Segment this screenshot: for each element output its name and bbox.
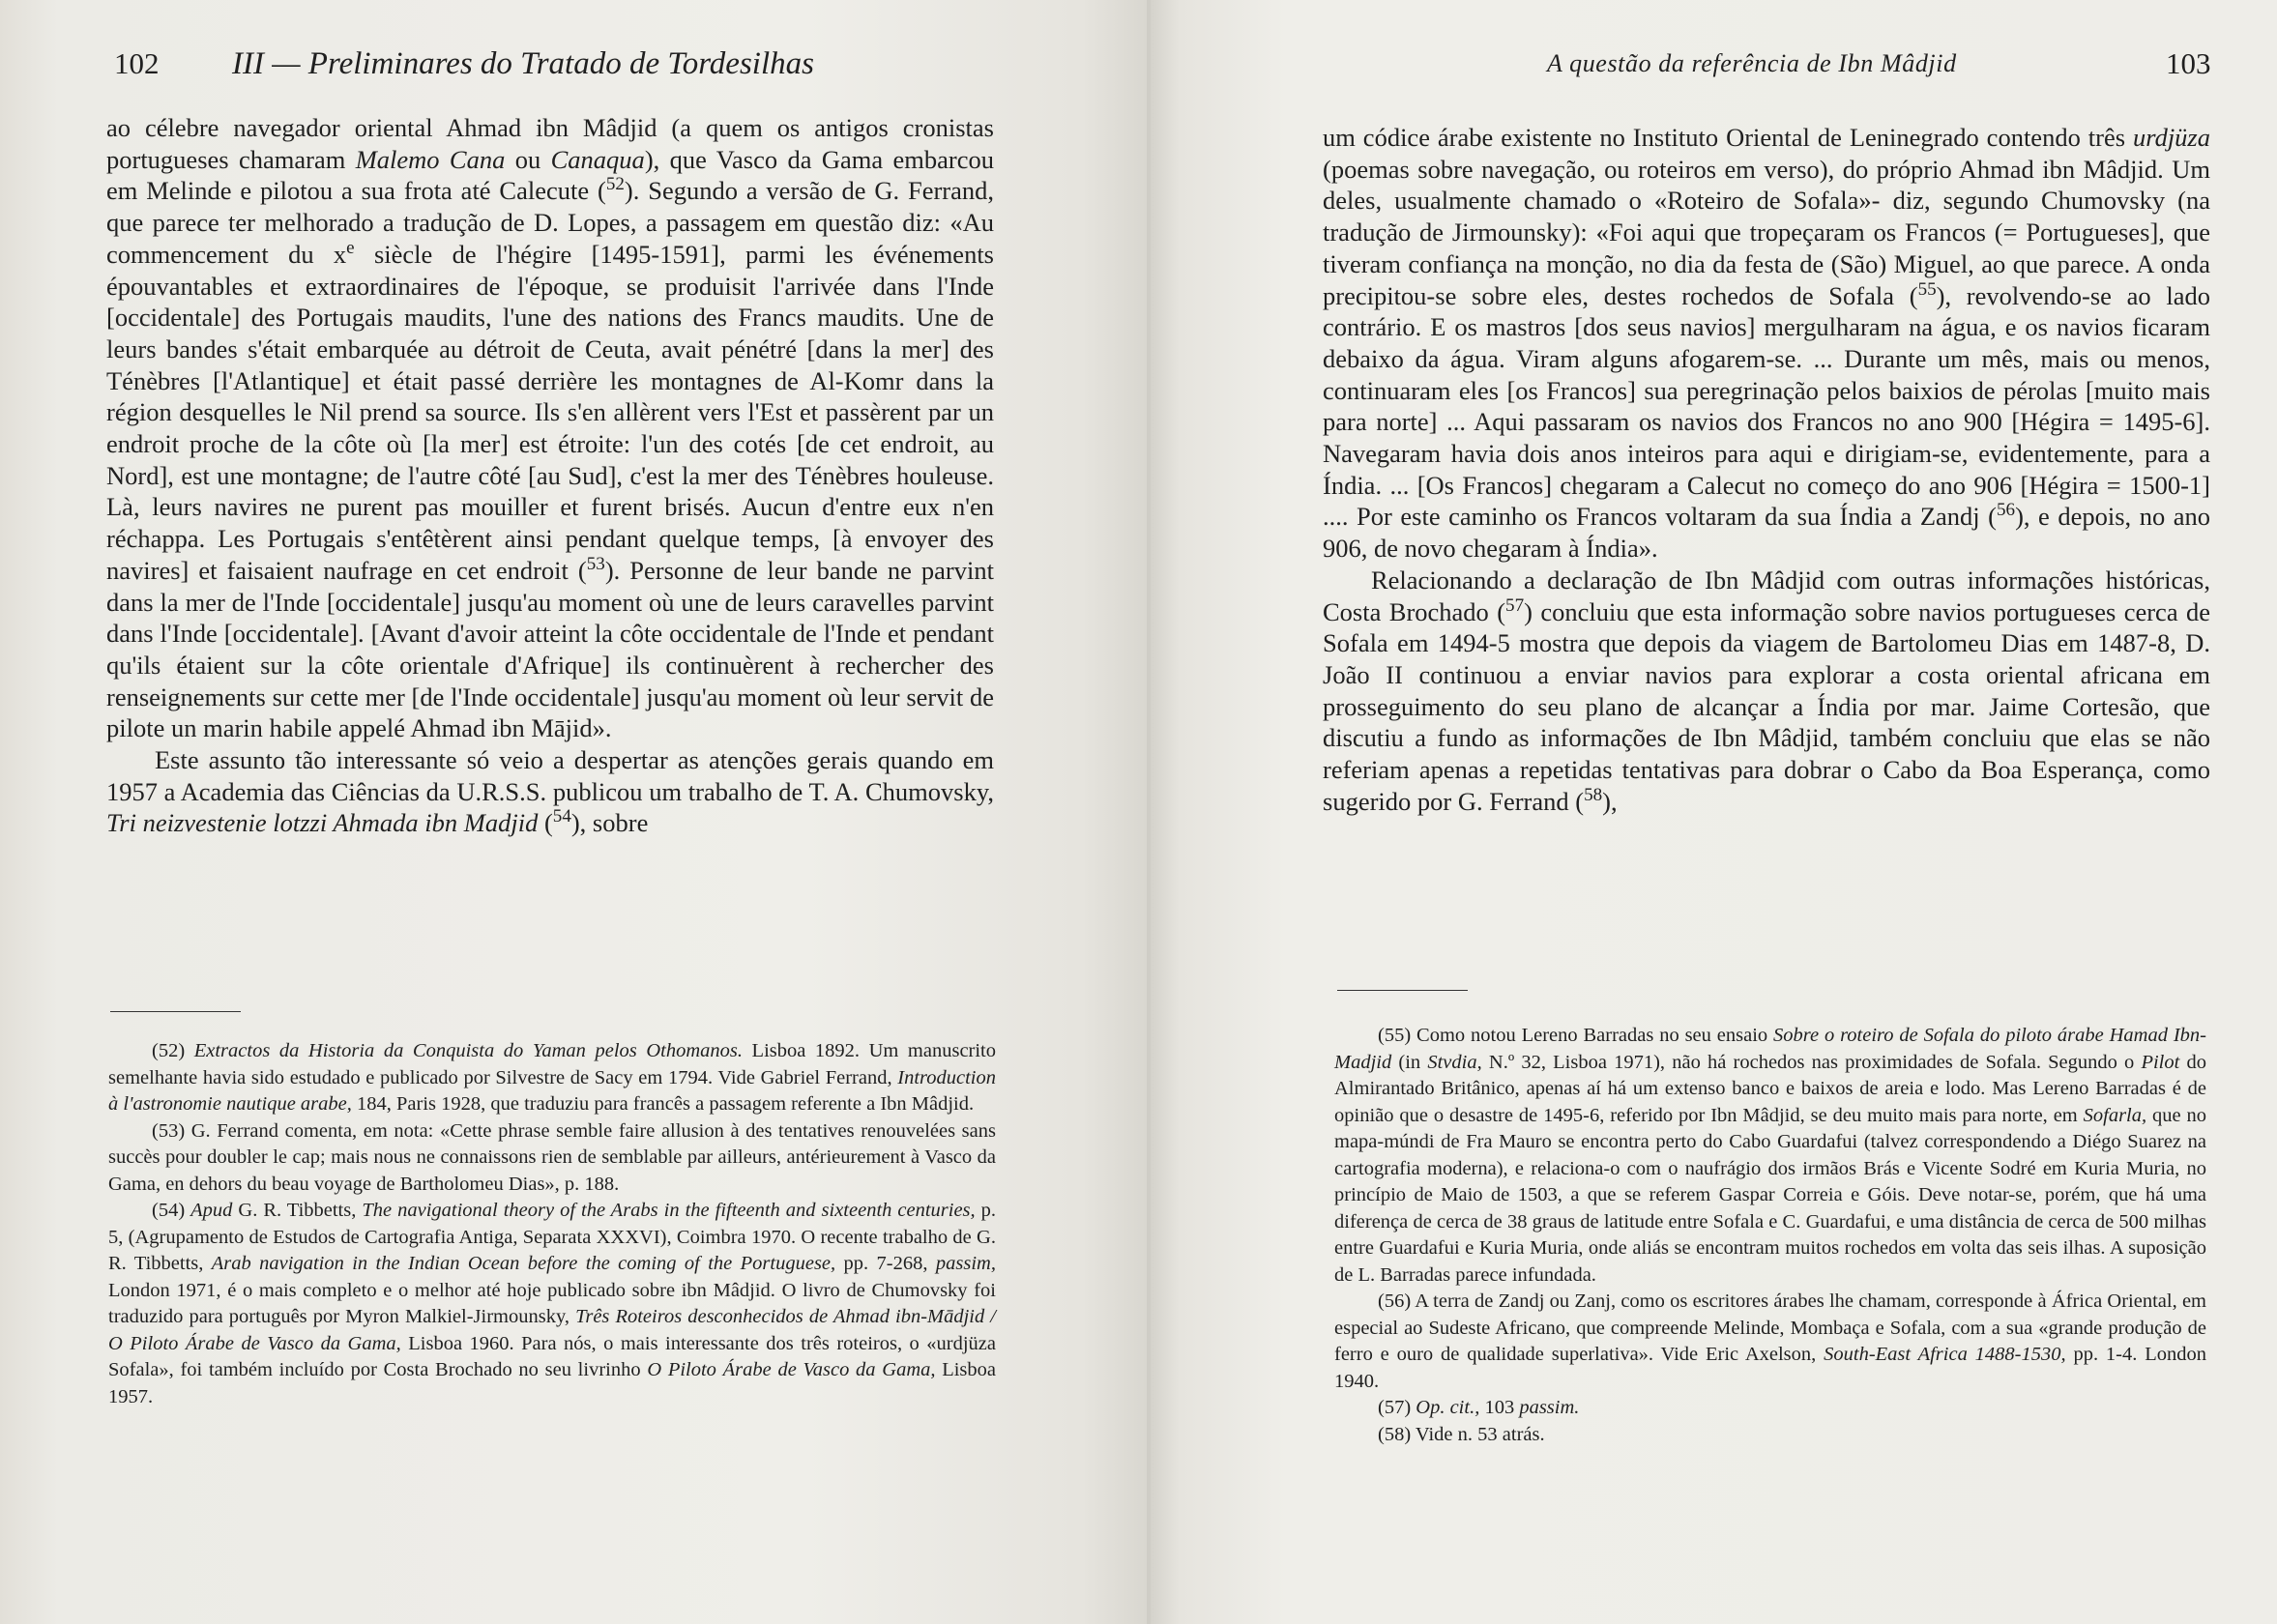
- paragraph: [106, 744, 994, 839]
- footnote-reference: 55: [1917, 278, 1937, 300]
- text-run: Como notou Lereno Barradas no seu ensaio: [1411, 1025, 1774, 1046]
- text-run: ) concluiu que esta informação sobre navios portugueses cerca de Sofala em 1494-5 mostra que depois da viagem de Bartolomeu Dias em 1487-8, D. João II continuou a enviar navios para explorar a costa oriental africana em prosseguimento do seu plano de alcançar a Índia por mar. Jaime Cortesão, que discutiu a fundo as informações de Ibn Mâdjid, também concluiu que elas se não referiam apenas a repetidas tentativas para dobrar o Cabo da Boa Esperança, como sugerido por G. Ferrand (: [1323, 596, 2210, 816]
- italic-text: Tri neizvestenie lotzzi Ahmada ibn Madjid: [106, 808, 539, 838]
- italic-text: urdjüza: [2132, 123, 2210, 152]
- page-number: 102: [114, 46, 160, 80]
- italic-text: Stvdia,: [1427, 1051, 1482, 1073]
- text-run: London 1971, é o mais completo e o melhor até hoje publicado sobre ibn Mâdjid. O livro de Chumovsky foi traduzido para português por Myron Malkiel-Jirmounsky,: [108, 1279, 996, 1327]
- italic-text: Canaqua: [550, 144, 645, 174]
- text-run: Lisboa 1892. Um manuscrito semelhante havia sido estudado e publicado por Silvestre de Sacy em 1794. Vide Gabriel Ferrand,: [108, 1040, 997, 1088]
- footnote-divider: [1337, 990, 1468, 991]
- page-number: 103: [2166, 46, 2211, 80]
- text-run: Vide n. 53 atrás.: [1411, 1423, 1545, 1445]
- italic-text: Arab navigation in the Indian Ocean before the coming of the Portuguese,: [211, 1253, 836, 1274]
- text-run: ou: [505, 144, 551, 174]
- text-run: Lisboa 1957.: [108, 1359, 997, 1407]
- superscript: e: [346, 237, 355, 258]
- text-run: (poemas sobre navegação, ou roteiros em verso), do próprio Ahmad ibn Mâdjid. Um deles, usualmente chamado o «Roteiro de Sofala»- diz, segundo Chumovsky (na tradução de Jirmounsky): «Foi aqui que tropeçaram os Francos (= Portugueses], que tiveram confiança na monção, no dia da festa de (São) Miguel, ao que parece. A onda precipitou-se sobre eles, destes rochedos de Sofala (: [1323, 154, 2210, 310]
- footnote-57: [1334, 1395, 2206, 1422]
- footnote-54: [108, 1198, 996, 1410]
- footnote-reference: 58: [1584, 784, 1603, 805]
- italic-text: passim,: [935, 1253, 996, 1274]
- italic-text: Três Roteiros desconhecidos de Ahmad ibn-Mādjid / O Piloto Árabe de Vasco da Gama,: [108, 1306, 996, 1354]
- running-head: A questão da referência de Ibn Mâdjid: [1547, 49, 1957, 77]
- italic-text: Sobre o roteiro de Sofala do piloto árabe Hamad Ibn-Madjid: [1334, 1025, 2206, 1073]
- footnote-55: [1334, 1023, 2206, 1289]
- text-run: Relacionando a declaração de Ibn Mâdjid com outras informações históricas, Costa Brochado (: [1323, 565, 2210, 626]
- right-page: [1151, 0, 2277, 1624]
- footnote-58: [1334, 1422, 2206, 1449]
- footnotes: [1334, 1023, 2206, 1448]
- text-run: ). Segundo a versão de G. Ferrand, que parece ter melhorado a tradução de D. Lopes, a passagem em questão diz: «Au commencement du x: [106, 176, 994, 269]
- footnote-reference: 56: [1997, 500, 2016, 521]
- text-run: um códice árabe existente no Instituto Oriental de Leninegrado contendo três: [1323, 123, 2133, 152]
- italic-text: passim.: [1519, 1397, 1580, 1418]
- italic-text: O Piloto Árabe de Vasco da Gama,: [647, 1359, 936, 1380]
- text-run: ), sobre: [570, 808, 649, 838]
- text-run: do Almirantado Britânico, apenas aí há um extenso banco e baixos de areia e lodo. Mas Lereno Barradas é de opinião que o desastre de 1495-6, referido por Ibn Mâdjid, se deu muito mais para norte, em: [1334, 1051, 2206, 1126]
- text-run: (in: [1391, 1051, 1428, 1073]
- text-run: G. Ferrand comenta, em nota: «Cette phrase semble faire allusion à des tentatives renouvelées sans succès pour doubler le cap; mais nous ne connaissons rien de semblable par ailleurs, antérieurement à Vasco da Gama, en dehors du beau voyage de Bartholomeu Dias», p. 188.: [108, 1119, 996, 1195]
- italic-text: Pilot: [2141, 1051, 2180, 1073]
- italic-text: The navigational theory of the Arabs in the fifteenth and sixteenth centuries,: [362, 1200, 976, 1221]
- text-run: que no mapa-múndi de Fra Mauro se encontra perto do Cabo Guardafui (talvez correspondendo a Diégo Suarez na cartografia moderna), e relaciona-o com o naufrágio dos irmãos Brás e Vicente Sodré em Kuria Muria, no princípio de Maio de 1503, a que se referem Gaspar Correia e Góis. Deve notar-se, porém, que há uma diferença de cerca de 38 graus de latitude entre Sofala e C. Guardafui, e uma distância de cerca de 500 milhas entre Guardafui e Kuria Muria, onde aliás se encontram muitos rochedos em volta das seis ilhas. A suposição de L. Barradas parece infundada.: [1334, 1104, 2206, 1286]
- text-run: A terra de Zandj ou Zanj, como os escritores árabes lhe chamam, corresponde à África Oriental, em especial ao Sudeste Africano, que compreende Melinde, Mombaça e Sofala, com a sua «grande produção de ferro e ouro de qualidade superlativa». Vide Eric Axelson,: [1334, 1290, 2206, 1365]
- footnote-52: [108, 1038, 996, 1118]
- italic-text: Op. cit.,: [1416, 1397, 1480, 1418]
- text-run: (: [538, 808, 553, 838]
- text-run: Este assunto tão interessante só veio a despertar as atenções gerais quando em 1957 a Academia das Ciências da U.R.S.S. publicou um trabalho de T. A. Chumovsky,: [106, 745, 994, 806]
- italic-text: South-East Africa 1488-1530,: [1824, 1344, 2066, 1365]
- italic-text: Malemo Cana: [355, 144, 506, 174]
- text-run: ao célebre navegador oriental Ahmad ibn Mâdjid (a quem os antigos cronistas portugueses chamaram: [106, 113, 994, 174]
- text-run: p. 5, (Agrupamento de Estudos de Cartografia Antiga, Separata XXXVI), Coimbra 1970. O recente trabalho de G. R. Tibbetts,: [108, 1200, 997, 1274]
- footnote-divider: [110, 1011, 241, 1012]
- body-text: [1323, 122, 2210, 817]
- footnote-reference: 54: [552, 806, 571, 827]
- footnote-reference: 53: [586, 554, 605, 575]
- footnote-reference: 52: [605, 174, 625, 195]
- footnote-marker: (56): [1378, 1290, 1412, 1312]
- italic-text: Introduction à l'astronomie nautique arabe,: [108, 1066, 996, 1115]
- italic-text: Sofarla,: [2083, 1104, 2147, 1126]
- footnote-53: [108, 1118, 996, 1199]
- text-run: ),: [1602, 786, 1618, 816]
- text-run: ), revolvendo-se ao lado contrário. E os mastros [dos seus navios] mergulharam na água, e os navios ficaram debaixo da água. Viram alguns afogarem-se. ... Durante um mês, mais ou menos, continuaram eles [os Francos] sua peregrinação pelos baixios de pérolas [muito mais para norte] ... Aqui passaram os navios dos Francos no ano 900 [Hégira = 1495-6]. Navegaram havia dois anos inteiros para aqui e dirigiam-se, evidentemente, para a Índia. ... [Os Francos] chegaram a Calecut no começo do ano 906 [Hégira = 1500-1] .... Por este caminho os Francos voltaram da sua Índia a Zandj (: [1323, 280, 2210, 532]
- text-run: 184, Paris 1928, que traduziu para francês a passagem referente a Ibn Mâdjid.: [351, 1093, 975, 1115]
- text-run: Lisboa 1960. Para nós, o mais interessante dos três roteiros, o «urdjüza Sofala», foi também incluído por Costa Brochado no seu livrinho: [108, 1332, 996, 1380]
- running-head: III — Preliminares do Tratado de Tordesilhas: [232, 46, 814, 81]
- text-run: ). Personne de leur bande ne parvint dans la mer de l'Inde [occidentale] jusqu'au moment où une de leurs caravelles parvint dans l'Inde [occidentale]. [Avant d'avoir atteint la côte occidentale de l'Inde et pendant qu'ils étaient sur la côte orientale d'Afrique] ils continuèrent à rechercher des renseignements sur cette mer [de l'Inde occidentale] jusqu'au moment où leur servit de pilote un marin habile appelé Ahmad ibn Mājid».: [106, 555, 994, 743]
- text-run: G. R. Tibbetts,: [232, 1200, 363, 1221]
- footnote-reference: 57: [1505, 594, 1525, 616]
- footnotes: [108, 1038, 996, 1410]
- footnote-marker: (53): [152, 1119, 186, 1142]
- text-run: siècle de l'hégire [1495-1591], parmi les événements épouvantables et extraordinaires de l'époque, se produisit l'arrivée dans l'Inde [occidentale] des Portugais maudits, l'une des nations des Francs maudits. Une de leurs bandes s'était embarquée au détroit de Ceuta, avait pénétré [dans la mer] des Ténèbres [l'Atlantique] et était passé derrière les montagnes de Al-Komr dans la région desquelles le Nil prend sa source. Ils s'en allèrent vers l'Est et passèrent par un endroit proche de la côte où [la mer] est étroite: l'un des cotés [de cet endroit, au Nord], est une montagne; de l'autre côté [au Sud], c'est la mer des Ténèbres houleuse. Là, leurs navires ne purent pas mouiller et furent brisés. Aucun d'entre eux n'en réchappa. Les Portugais s'entêtèrent ainsi pendant quelque temps, [à envoyer des navires] et faisaient naufrage en cet endroit (: [106, 239, 994, 585]
- footnote-marker: (52): [152, 1040, 186, 1061]
- paragraph: [106, 112, 994, 744]
- footnote-marker: (54): [152, 1200, 186, 1221]
- text-run: pp. 1-4. London 1940.: [1334, 1344, 2206, 1392]
- text-run: N.º 32, Lisboa 1971), não há rochedos nas proximidades de Sofala. Segundo o: [1481, 1051, 2142, 1073]
- italic-text: Extractos da Historia da Conquista do Yaman pelos Othomanos.: [193, 1040, 743, 1061]
- paragraph: [1323, 122, 2210, 565]
- text-run: pp. 7-268,: [835, 1253, 936, 1274]
- text-run: ), e depois, no ano 906, de novo chegaram à Índia».: [1323, 502, 2210, 564]
- text-run: 103: [1479, 1397, 1520, 1418]
- footnote-marker: (57): [1378, 1397, 1412, 1418]
- text-run: ), que Vasco da Gama embarcou em Melinde e pilotou a sua frota até Calecute (: [106, 144, 995, 206]
- footnote-56: [1334, 1289, 2206, 1395]
- footnote-marker: (58): [1378, 1423, 1412, 1445]
- italic-text: Apud: [190, 1200, 233, 1221]
- body-text: [106, 112, 994, 839]
- footnote-marker: (55): [1378, 1025, 1412, 1046]
- paragraph: [1323, 565, 2210, 818]
